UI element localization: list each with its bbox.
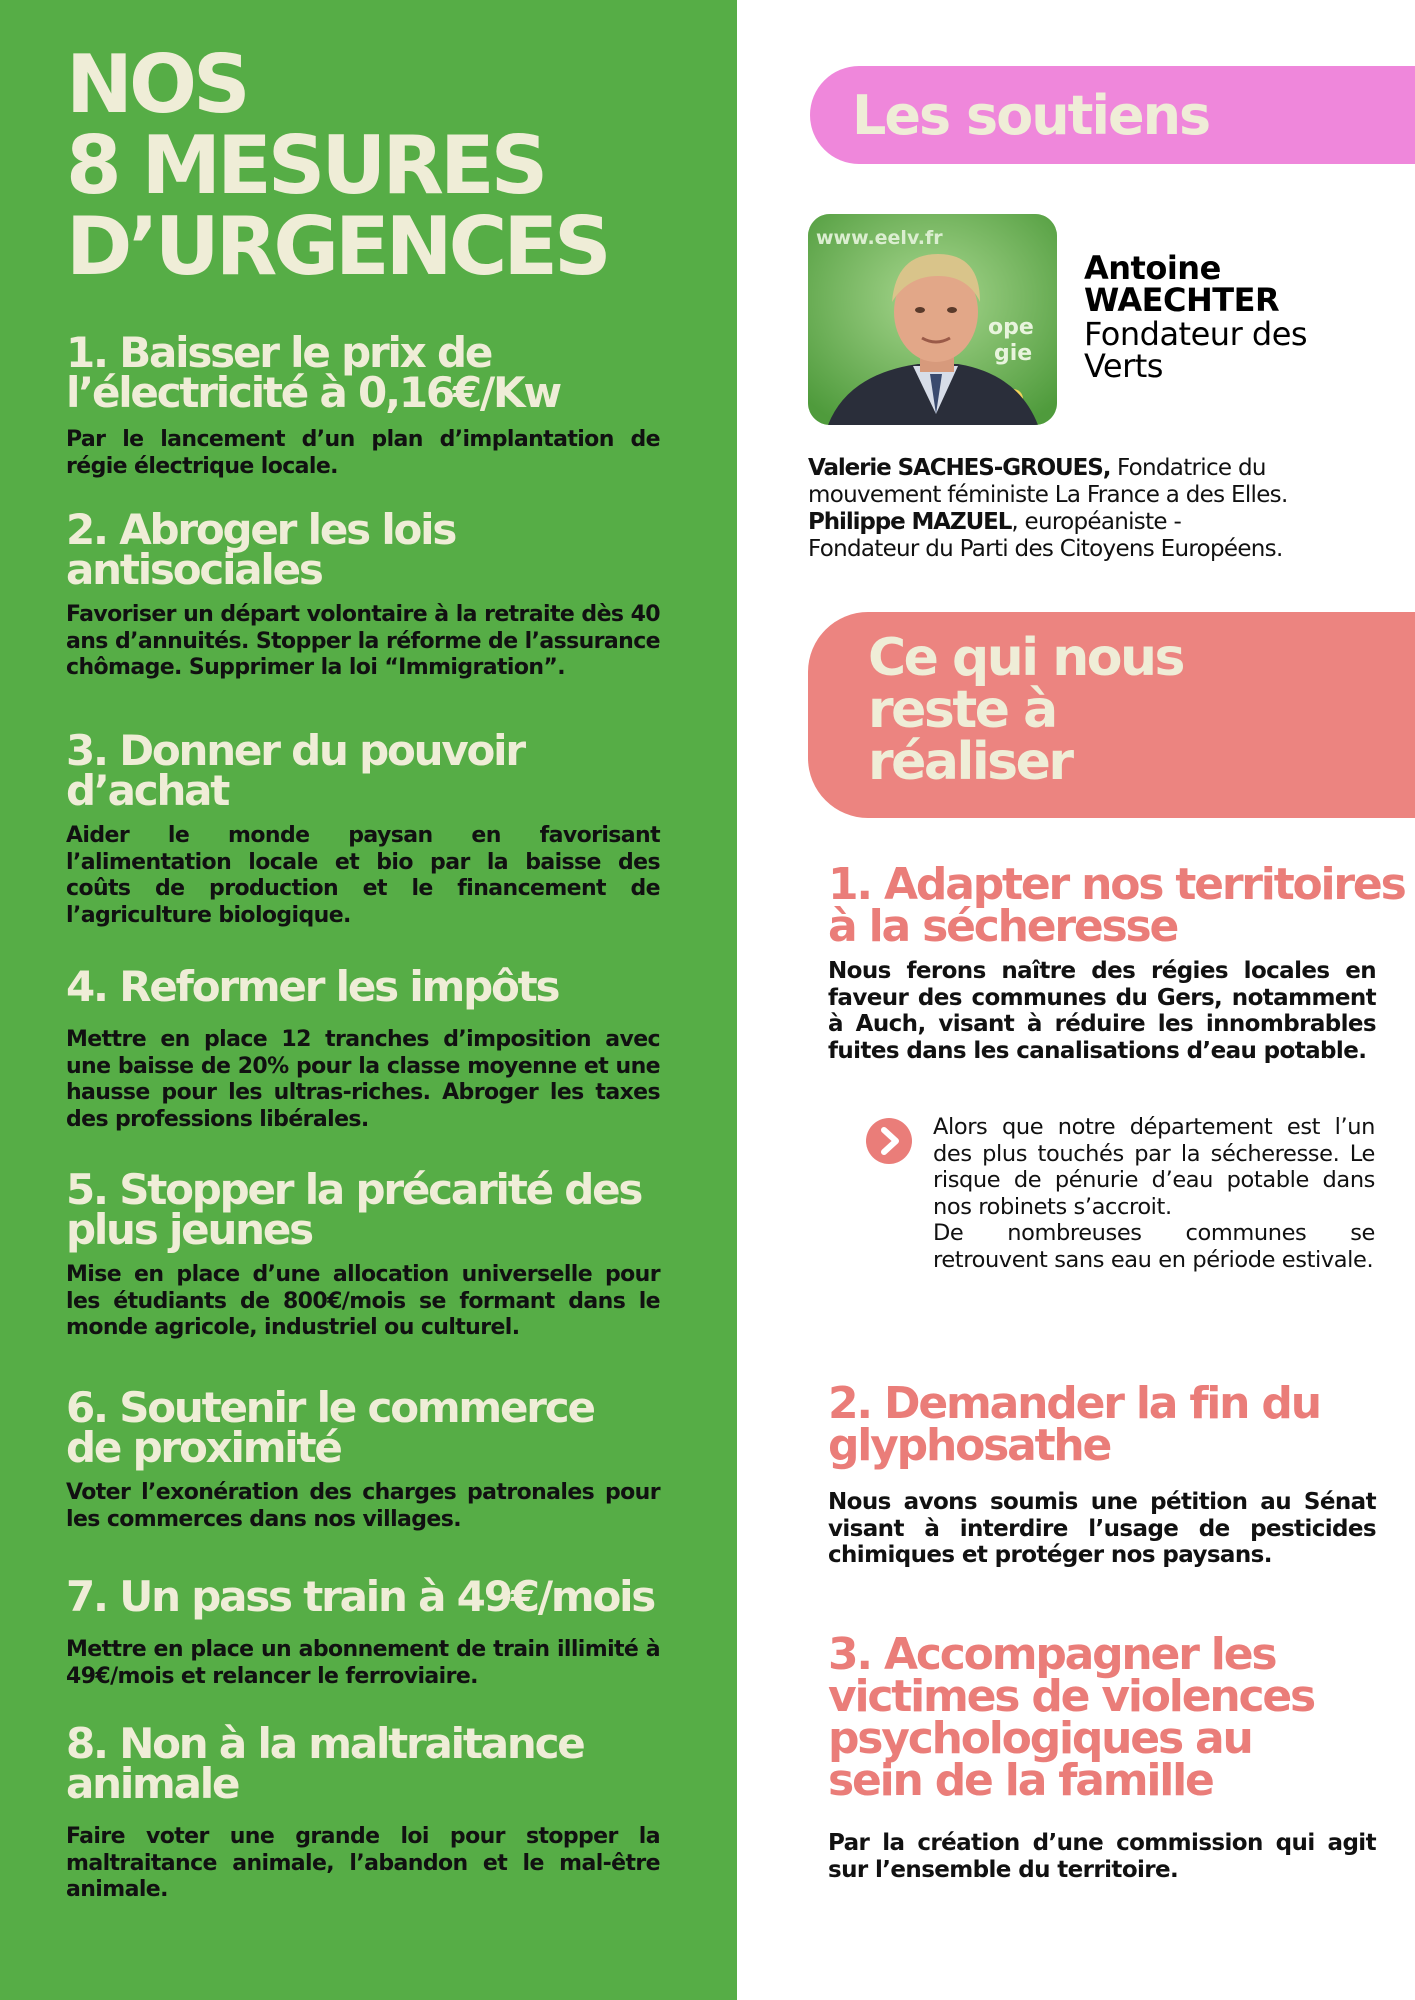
task-title-line: glyphosathe (828, 1420, 1111, 1471)
task-title-line: 3. Accompagner les (828, 1629, 1276, 1680)
person-role (1084, 315, 1308, 385)
measure-4 (66, 962, 660, 1133)
person-first-name: Antoine (1084, 249, 1221, 287)
note-line: Alors que notre département est l’un des plus touchés par la sécheresse. Le risque de pénurie d’eau potable dans nos robinets s’accroit. (933, 1114, 1375, 1220)
measure-8 (66, 1719, 660, 1904)
person-name (1084, 249, 1280, 319)
task-title (828, 1378, 1376, 1471)
measure-title: 2. Abroger les lois antisociales (66, 505, 456, 594)
task-2 (828, 1378, 1376, 1569)
task-title-line: sein de la famille (828, 1755, 1213, 1806)
person-last-name: WAECHTER (1084, 281, 1280, 319)
task-title-line: 1. Adapter nos territoires (828, 859, 1405, 910)
supporter-name: Philippe MAZUEL (808, 509, 1012, 535)
measure-1 (66, 328, 660, 480)
person-role-line: Fondateur des (1084, 315, 1308, 353)
measure-title: 4. Reformer les impôts (66, 962, 559, 1011)
measure-text: Mise en place d’une allocation universelle pour les étudiants de 800€/mois se formant dans le monde agricole, industriel ou culturel. (66, 1262, 660, 1340)
chevron-right-icon-glyph (866, 1118, 912, 1164)
task-3 (828, 1629, 1376, 1883)
main-title (66, 38, 608, 293)
task-title-line: psychologiques au (828, 1713, 1252, 1764)
photo-bg-text: gie (994, 341, 1033, 366)
task-title-line: à la sécheresse (828, 901, 1178, 952)
measure-title: 7. Un pass train à 49€/mois (66, 1572, 655, 1621)
task-title-line: victimes de violences (828, 1671, 1314, 1722)
supporters-heading-pill (810, 66, 1415, 164)
main-title-line: NOS (66, 38, 247, 131)
supporter-photo (808, 214, 1057, 425)
measure-title: 3. Donner du pouvoir d’achat (66, 726, 524, 815)
measure-7 (66, 1572, 660, 1690)
task-title (828, 1629, 1376, 1806)
supporter-name: Valerie SACHES-GROUES, (808, 455, 1111, 481)
measure-5 (66, 1165, 660, 1342)
measure-text: Favoriser un départ volontaire à la retraite dès 40 ans d’annuités. Stopper la réforme de l’assurance chômage. Supprimer la loi “Immigration”. (66, 602, 660, 680)
measure-title: 6. Soutenir le commerce de proximité (66, 1383, 594, 1472)
task-text: Nous ferons naître des régies locales en faveur des communes du Gers, notamment à Auch, visant à réduire les innombrables fuites dans les canalisations d’eau potable. (828, 958, 1376, 1064)
task-text: Nous avons soumis une pétition au Sénat visant à interdire l’usage de pesticides chimiques et protéger nos paysans. (828, 1489, 1376, 1568)
person-role-line: Verts (1084, 347, 1163, 385)
main-title-line: 8 MESURES (66, 119, 545, 212)
note-text (933, 1114, 1375, 1273)
supporter-line: mouvement féministe La France a des Elles. (808, 482, 1288, 508)
measure-text: Mettre en place 12 tranches d’imposition avec une baisse de 20% pour la classe moyenne et une hausse pour les ultras-riches. Abroger les taxes des professions libérales. (66, 1027, 660, 1132)
todo-heading-line: reste à (868, 680, 1056, 740)
photo-bg-text: ope (988, 315, 1034, 340)
note-line: De nombreuses communes se retrouvent sans eau en période estivale. (933, 1220, 1375, 1273)
supporter-line (808, 509, 1408, 536)
task-title-line: 2. Demander la fin du (828, 1378, 1320, 1429)
main-title-line: D’URGENCES (66, 200, 608, 293)
supporter-text: , européaniste - (1011, 509, 1182, 535)
measure-text: Aider le monde paysan en favorisant l’alimentation locale et bio par la baisse des coûts de production et le financement de l’agriculture biologique. (66, 823, 660, 928)
measure-text: Faire voter une grande loi pour stopper la maltraitance animale, l’abandon et le mal-être animale. (66, 1824, 660, 1902)
measure-title: 8. Non à la maltraitance animale (66, 1719, 584, 1808)
measure-2 (66, 505, 660, 682)
measure-title: 5. Stopper la précarité des plus jeunes (66, 1165, 642, 1254)
todo-heading (868, 628, 1183, 792)
supporter-line (808, 455, 1408, 482)
measure-title: 1. Baisser le prix de l’électricité à 0,16€/Kw (66, 328, 560, 417)
supporter-line: Fondateur du Parti des Citoyens Européens. (808, 536, 1283, 562)
chevron-right-icon (866, 1118, 912, 1164)
supporter-text: Fondatrice du (1110, 455, 1266, 481)
photo-caption: www.eelv.fr (816, 227, 943, 249)
task-1 (828, 859, 1405, 1064)
supporters-heading: Les soutiens (852, 84, 1210, 147)
task-text: Par la création d’une commission qui agit sur l’ensemble du territoire. (828, 1830, 1376, 1883)
todo-heading-box (808, 612, 1415, 818)
supporters-list (808, 455, 1408, 563)
todo-heading-line: réaliser (868, 732, 1072, 792)
measure-3 (66, 726, 660, 929)
measure-text: Mettre en place un abonnement de train illimité à 49€/mois et relancer le ferroviaire. (66, 1637, 660, 1689)
task-title (828, 859, 1405, 952)
portrait-image (808, 214, 1057, 425)
measure-text: Par le lancement d’un plan d’implantation de régie électrique locale. (66, 427, 660, 479)
todo-heading-line: Ce qui nous (868, 628, 1183, 688)
measure-text: Voter l’exonération des charges patronales pour les commerces dans nos villages. (66, 1480, 660, 1532)
measure-6 (66, 1383, 660, 1533)
